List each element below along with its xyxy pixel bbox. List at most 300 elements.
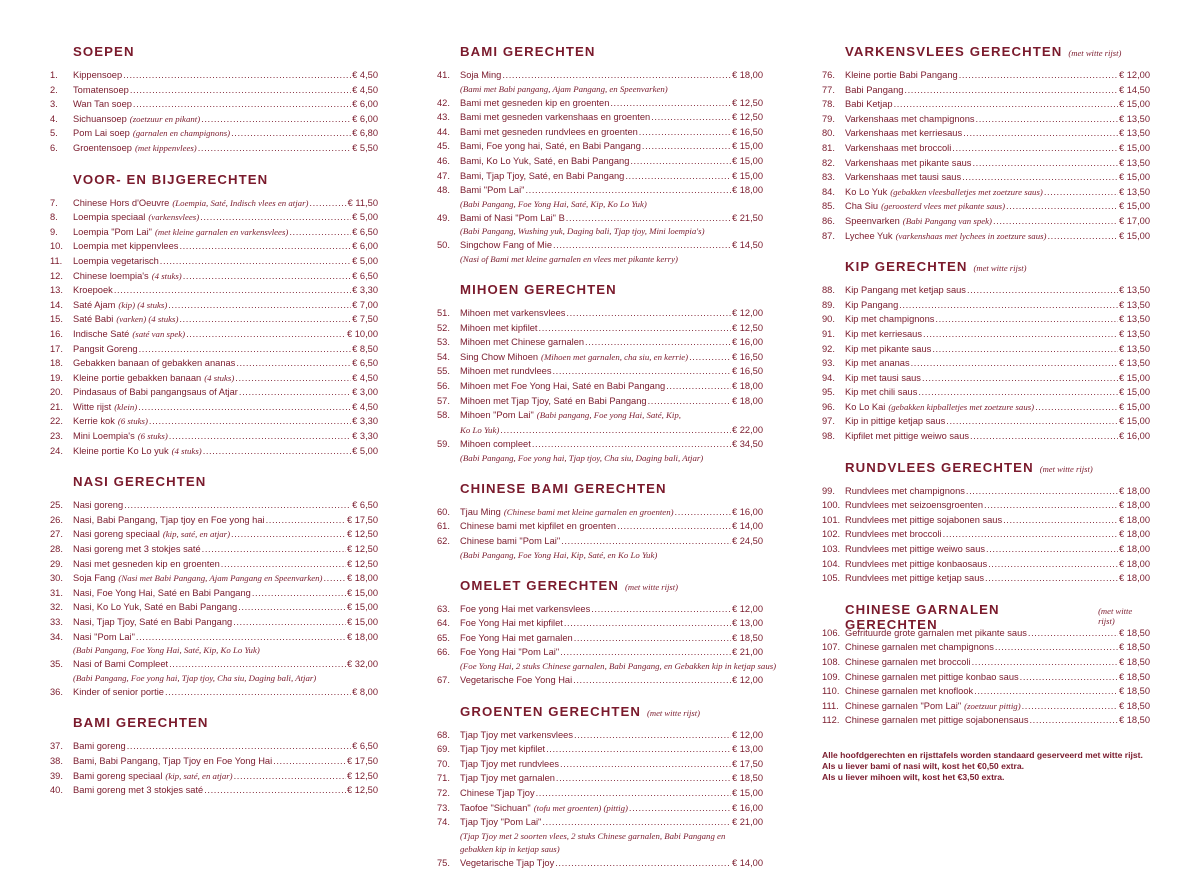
item-note: (met kleine garnalen en varkensvlees) <box>154 226 289 237</box>
item-name: Foe yong Hai met varkensvlees <box>460 603 591 614</box>
item-name: Chinese Tjap Tjoy <box>460 788 535 798</box>
item-price: € 15,00 <box>1118 201 1150 212</box>
menu-item-continuation <box>437 423 763 438</box>
section-title: BAMI GERECHTEN <box>460 44 596 59</box>
menu-item <box>50 586 378 601</box>
menu-section <box>822 44 1150 243</box>
menu-item-row <box>822 713 1150 728</box>
section-header <box>822 44 1150 62</box>
menu-item <box>437 321 763 336</box>
item-name: Bami, Ko Lo Yuk, Saté, en Babi Pangang <box>460 155 630 166</box>
dot-leader <box>972 156 1118 171</box>
menu-item-row <box>822 298 1150 313</box>
item-price: € 18,50 <box>1118 700 1150 711</box>
menu-item-row <box>822 342 1150 357</box>
item-number: 42. <box>437 97 450 108</box>
footer-note <box>822 750 1150 783</box>
menu-item <box>50 527 378 542</box>
item-price: € 21,00 <box>731 817 763 828</box>
item-name: Gefrituurde grote garnalen met pikante saus <box>845 627 1027 638</box>
menu-item-row <box>822 655 1150 670</box>
menu-item-row <box>50 327 378 342</box>
item-number: 38. <box>50 755 63 766</box>
dot-leader <box>985 571 1118 586</box>
item-price: € 15,00 <box>731 788 763 798</box>
item-price: € 5,50 <box>352 142 378 153</box>
item-price: € 15,00 <box>346 617 378 627</box>
item-number: 28. <box>50 544 63 555</box>
menu-item <box>50 783 378 798</box>
item-number: 71. <box>437 773 450 784</box>
dot-leader <box>532 437 731 452</box>
item-price: € 12,50 <box>346 529 378 540</box>
menu-item <box>822 156 1150 171</box>
item-name: Kip Pangang <box>845 299 899 310</box>
menu-item-row <box>50 586 378 601</box>
menu-item <box>50 400 378 415</box>
dot-leader <box>995 640 1118 655</box>
menu-item <box>50 769 378 784</box>
section-header <box>437 44 763 62</box>
item-name: Nasi, Babi Pangang, Tjap tjoy en Foe yong hai <box>73 514 265 525</box>
item-name: Varkenshaas met champignons <box>845 113 975 124</box>
item-number: 96. <box>822 401 835 412</box>
menu-item <box>822 414 1150 429</box>
menu-item-row <box>822 83 1150 98</box>
section-title: KIP GERECHTEN <box>845 259 968 275</box>
dot-leader <box>552 364 731 379</box>
item-description: (Bami met Babi pangang, Ajam Pangang, en Speenvarken) <box>460 83 668 94</box>
item-number: 6. <box>50 142 58 153</box>
menu-item-row <box>822 97 1150 112</box>
menu-item-row <box>50 112 378 127</box>
item-name: Chinese garnalen met champignons <box>845 642 994 653</box>
dot-leader <box>918 385 1118 400</box>
menu-item-row <box>50 196 378 211</box>
dot-leader <box>204 783 346 798</box>
dot-leader <box>179 312 351 327</box>
menu-item-row <box>50 371 378 386</box>
menu-item <box>822 655 1150 670</box>
item-number: 19. <box>50 372 63 383</box>
item-note: (garnalen en champignons) <box>132 128 231 139</box>
item-price: € 12,50 <box>346 544 378 555</box>
dot-leader <box>639 125 731 140</box>
menu-item <box>437 757 763 772</box>
dot-leader <box>233 615 346 630</box>
menu-item-row <box>50 527 378 542</box>
menu-item-row <box>50 444 378 459</box>
item-price: € 3,30 <box>352 431 378 442</box>
footer-line: Alle hoofdgerechten en rijsttafels worden standaard geserveerd met witte rijst. <box>822 749 1143 760</box>
section-header <box>822 601 1150 632</box>
menu-item <box>822 400 1150 415</box>
item-price: € 12,50 <box>731 97 763 108</box>
menu-item-row <box>822 371 1150 386</box>
menu-item-row <box>822 141 1150 156</box>
section-note: (met witte rijst) <box>1068 48 1122 58</box>
item-price: € 18,00 <box>731 185 763 196</box>
item-price: € 18,00 <box>1118 558 1150 569</box>
item-price: € 17,50 <box>346 514 378 525</box>
item-price: € 5,00 <box>352 255 378 266</box>
item-number: 36. <box>50 686 63 697</box>
item-price: € 15,00 <box>1118 142 1150 153</box>
menu-item <box>50 225 378 240</box>
item-number: 8. <box>50 212 58 223</box>
item-price: € 12,00 <box>731 675 763 686</box>
item-number: 78. <box>822 99 835 110</box>
menu-item <box>50 97 378 112</box>
menu-item-row <box>437 110 763 125</box>
menu-item-row <box>437 350 763 365</box>
menu-item <box>437 139 763 154</box>
dot-leader <box>1022 699 1118 714</box>
item-price: € 6,50 <box>352 500 378 511</box>
item-name: Varkenshaas met broccoli <box>845 142 952 153</box>
menu-item <box>437 364 763 379</box>
menu-item <box>50 356 378 371</box>
menu-item-row <box>822 670 1150 685</box>
dot-leader <box>984 498 1118 513</box>
item-number: 55. <box>437 366 450 377</box>
item-price: € 7,00 <box>352 299 378 310</box>
item-number: 99. <box>822 485 835 496</box>
item-price: € 13,50 <box>1118 328 1150 339</box>
menu-item <box>437 786 763 801</box>
item-number: 58. <box>437 410 450 421</box>
dot-leader <box>1035 400 1118 415</box>
menu-item-row <box>50 385 378 400</box>
item-price: € 10,00 <box>346 328 378 339</box>
item-name: Rundvlees met pittige weiwo saus <box>845 544 986 555</box>
item-price: € 14,50 <box>731 240 763 251</box>
item-name: Indische Saté <box>73 328 130 339</box>
item-name: Varkenshaas met pikante saus <box>845 157 972 168</box>
item-name: Nasi goreng <box>73 500 124 511</box>
item-note: (6 stuks) <box>137 431 168 442</box>
menu-column-3 <box>822 44 1150 783</box>
menu-item <box>822 112 1150 127</box>
menu-item-row <box>822 542 1150 557</box>
menu-section <box>822 602 1150 728</box>
item-name: Speenvarken <box>845 215 900 226</box>
dot-leader <box>974 684 1118 699</box>
menu-item <box>50 657 378 685</box>
menu-item-row <box>437 631 763 646</box>
item-price: € 18,50 <box>731 773 763 784</box>
menu-item-row <box>50 68 378 83</box>
section-header <box>822 460 1150 478</box>
menu-item-row <box>50 615 378 630</box>
item-name: Bami goreng <box>73 741 126 752</box>
menu-item <box>822 170 1150 185</box>
item-name: Loempia vegetarisch <box>73 255 159 266</box>
menu-item <box>822 298 1150 313</box>
item-name: Rundvlees met pittige konbaosaus <box>845 558 988 569</box>
item-number: 13. <box>50 285 63 296</box>
item-price: € 34,50 <box>731 439 763 450</box>
item-note: (gebakken kipballetjes met zoetzure saus) <box>888 401 1035 412</box>
dot-leader <box>585 335 731 350</box>
item-number: 73. <box>437 802 450 813</box>
menu-item-row <box>822 626 1150 641</box>
item-note: (klein) <box>114 401 138 412</box>
dot-leader <box>169 657 346 672</box>
item-price: € 12,50 <box>731 322 763 333</box>
item-name: Nasi met gesneden kip en groenten <box>73 558 220 569</box>
menu-item <box>50 571 378 586</box>
item-description: (Foe Yong Hai, 2 stuks Chinese garnalen, Babi Pangang, en Gebakken kip in ketjap saus) <box>460 661 777 672</box>
item-price: € 17,00 <box>1118 215 1150 226</box>
item-number: 40. <box>50 785 63 796</box>
dot-leader <box>959 68 1118 83</box>
item-name: Cha Siu <box>845 201 879 212</box>
item-price: € 15,00 <box>1118 230 1150 241</box>
item-price: € 21,50 <box>731 212 763 223</box>
dot-leader <box>617 519 731 534</box>
item-number: 103. <box>822 544 841 555</box>
menu-item-row <box>50 126 378 141</box>
item-name: Kroepoek <box>73 285 113 296</box>
dot-leader <box>976 112 1118 127</box>
item-number: 112. <box>822 715 840 726</box>
item-number: 75. <box>437 857 450 868</box>
item-price: € 18,50 <box>1118 671 1150 682</box>
item-name: Vegetarische Foe Yong Hai <box>460 675 573 686</box>
dot-leader <box>675 505 731 520</box>
item-name: Pangsit Goreng <box>73 343 138 354</box>
dot-leader <box>1044 185 1118 200</box>
menu-item-row <box>50 269 378 284</box>
item-number: 35. <box>50 659 63 670</box>
menu-item-row <box>822 199 1150 214</box>
menu-item-row <box>437 673 763 688</box>
dot-leader <box>642 139 731 154</box>
dot-leader <box>666 379 731 394</box>
item-price: € 4,50 <box>352 401 378 412</box>
menu-item <box>437 154 763 169</box>
item-price: € 13,50 <box>1118 113 1150 124</box>
item-number: 79. <box>822 113 835 124</box>
menu-item <box>437 815 763 856</box>
item-description: (Babi Pangang, Foe Yong Hai, Saté, Kip, Ko Lo Yuk) <box>73 645 260 656</box>
item-number: 98. <box>822 431 835 442</box>
item-price: € 12,00 <box>1118 70 1150 80</box>
menu-section <box>437 481 763 562</box>
item-number: 86. <box>822 215 835 226</box>
item-number: 51. <box>437 307 450 318</box>
dot-leader <box>904 83 1118 98</box>
section-title: VARKENSVLEES GERECHTEN <box>845 44 1063 59</box>
menu-item <box>50 298 378 313</box>
item-number: 53. <box>437 337 450 348</box>
item-number: 106. <box>822 627 841 638</box>
dot-leader <box>168 298 351 313</box>
item-number: 64. <box>437 618 450 629</box>
dot-leader <box>201 112 351 127</box>
dot-leader <box>899 298 1118 313</box>
menu-item-row <box>437 757 763 772</box>
item-note: (varkensvlees) <box>148 212 200 223</box>
menu-item <box>822 429 1150 444</box>
menu-section <box>437 282 763 465</box>
item-number: 22. <box>50 416 63 427</box>
menu-item-row <box>822 385 1150 400</box>
item-price: € 18,00 <box>1118 529 1150 540</box>
menu-item <box>822 699 1150 714</box>
item-number: 102. <box>822 529 841 540</box>
item-number: 66. <box>437 647 450 658</box>
menu-item <box>822 626 1150 641</box>
item-name: Kip Pangang met ketjap saus <box>845 285 966 296</box>
item-name: Foe Yong Hai "Pom Lai" <box>460 647 560 658</box>
item-name: Varkenshaas met kerriesaus <box>845 128 963 139</box>
item-number: 95. <box>822 387 835 398</box>
item-note: (4 stuks) <box>204 372 235 383</box>
menu-item-row <box>50 356 378 371</box>
item-price: € 18,00 <box>1118 573 1150 584</box>
item-name: Chinese bami "Pom Lai" <box>460 536 561 547</box>
menu-item-row <box>437 68 763 83</box>
item-number: 44. <box>437 126 450 137</box>
item-name: Mihoen compleet <box>460 439 531 450</box>
item-name: Vegetarische Tjap Tjoy <box>460 857 555 868</box>
section-note: (met witte rijst) <box>625 581 679 592</box>
item-number: 57. <box>437 395 450 406</box>
menu-item <box>822 283 1150 298</box>
item-price: € 6,80 <box>352 128 378 139</box>
item-price: € 18,50 <box>1118 642 1150 653</box>
menu-item <box>437 673 763 688</box>
dot-leader <box>203 444 351 459</box>
item-note: (kip, saté, en atjar) <box>162 529 231 540</box>
dot-leader <box>231 527 346 542</box>
item-number: 45. <box>437 141 450 152</box>
item-number: 29. <box>50 558 63 569</box>
section-title: CHINESE BAMI GERECHTEN <box>460 480 667 496</box>
menu-item <box>437 801 763 816</box>
item-name: Kip in pittige ketjap saus <box>845 416 946 427</box>
item-price: € 18,00 <box>1118 485 1150 496</box>
item-price: € 15,00 <box>731 141 763 152</box>
item-note: (4 stuks) <box>151 270 182 281</box>
item-price: € 13,50 <box>1118 314 1150 325</box>
item-name: Pom Lai soep <box>73 128 130 139</box>
dot-leader <box>986 542 1118 557</box>
item-name: Ko Lo Yuk <box>845 186 888 197</box>
dot-leader <box>963 126 1118 141</box>
item-price: € 6,00 <box>352 99 378 110</box>
item-price: € 13,50 <box>1118 157 1150 168</box>
menu-item <box>50 112 378 127</box>
dot-leader <box>555 856 731 871</box>
item-note: (Babi pangang, Foe yong Hai, Saté, Kip, <box>536 410 681 421</box>
dot-leader <box>574 728 731 743</box>
menu-item <box>822 141 1150 156</box>
item-price: € 16,50 <box>731 351 763 362</box>
item-name: Chinese garnalen met knoflook <box>845 686 974 697</box>
dot-leader <box>165 685 351 700</box>
menu-item <box>822 385 1150 400</box>
item-note: (tofu met groenten) (pittig) <box>533 802 628 813</box>
dot-leader <box>546 742 731 757</box>
menu-item <box>437 534 763 562</box>
dot-leader <box>648 394 731 409</box>
item-price: € 16,00 <box>731 506 763 517</box>
section-title: GROENTEN GERECHTEN <box>460 703 641 719</box>
dot-leader <box>952 141 1118 156</box>
menu-item-row <box>822 170 1150 185</box>
item-name: Nasi, Ko Lo Yuk, Saté en Babi Pangang <box>73 602 238 613</box>
item-name: Kleine portie Ko Lo yuk <box>73 445 169 456</box>
item-number: 107. <box>822 642 841 653</box>
item-name: Bami, Tjap Tjoy, Saté, en Babi Pangang <box>460 170 625 181</box>
item-number: 14. <box>50 299 63 310</box>
item-number: 77. <box>822 84 835 95</box>
menu-item-row <box>437 321 763 336</box>
dot-leader <box>138 400 351 415</box>
item-note: (Chinese bami met kleine garnalen en groenten) <box>503 506 674 517</box>
menu-item <box>50 141 378 156</box>
item-price: € 8,50 <box>352 343 378 354</box>
item-price: € 11,50 <box>347 197 378 208</box>
item-number: 74. <box>437 817 450 828</box>
item-price: € 32,00 <box>346 659 378 670</box>
menu-item <box>50 754 378 769</box>
menu-item <box>437 616 763 631</box>
menu-item-row <box>437 616 763 631</box>
menu-item-row <box>50 225 378 240</box>
section-title: CHINESE GARNALEN GERECHTEN <box>845 601 1000 632</box>
dot-leader <box>560 757 731 772</box>
item-note: (gebakken vleesballetjes met zoetzure saus) <box>890 186 1043 197</box>
menu-item <box>822 68 1150 83</box>
menu-item <box>822 312 1150 327</box>
menu-item <box>822 670 1150 685</box>
item-price: € 15,00 <box>1118 172 1150 183</box>
item-number: 27. <box>50 529 63 540</box>
item-note: (kip) (4 stuks) <box>118 299 168 310</box>
section-title: MIHOEN GERECHTEN <box>460 281 617 297</box>
menu-item-row <box>437 728 763 743</box>
item-name: Nasi goreng speciaal <box>73 529 160 540</box>
item-price: € 6,50 <box>352 270 378 281</box>
item-number: 18. <box>50 358 63 369</box>
item-price: € 3,30 <box>352 285 378 296</box>
menu-item-row <box>50 571 378 586</box>
dot-leader <box>114 283 351 298</box>
item-price: € 12,50 <box>346 558 378 569</box>
dot-leader <box>553 238 731 253</box>
menu-item <box>822 199 1150 214</box>
menu-item <box>437 110 763 125</box>
menu-item-row <box>437 602 763 617</box>
menu-item <box>50 269 378 284</box>
menu-item-row <box>437 408 763 423</box>
item-name: Mihoen met Foe Yong Hai, Saté en Babi Pangang <box>460 380 666 391</box>
item-description: (Babi Pangang, Foe Yong Hai, Kip, Saté, en Ko Lo Yuk) <box>460 549 658 560</box>
item-name: Mihoen "Pom Lai" <box>460 410 534 421</box>
menu-item <box>50 239 378 254</box>
dot-leader <box>970 429 1118 444</box>
dot-leader <box>629 801 731 816</box>
item-number: 4. <box>50 113 58 124</box>
menu-item <box>437 335 763 350</box>
item-price: € 16,50 <box>731 126 763 137</box>
section-header <box>437 282 763 300</box>
item-number: 43. <box>437 112 450 123</box>
